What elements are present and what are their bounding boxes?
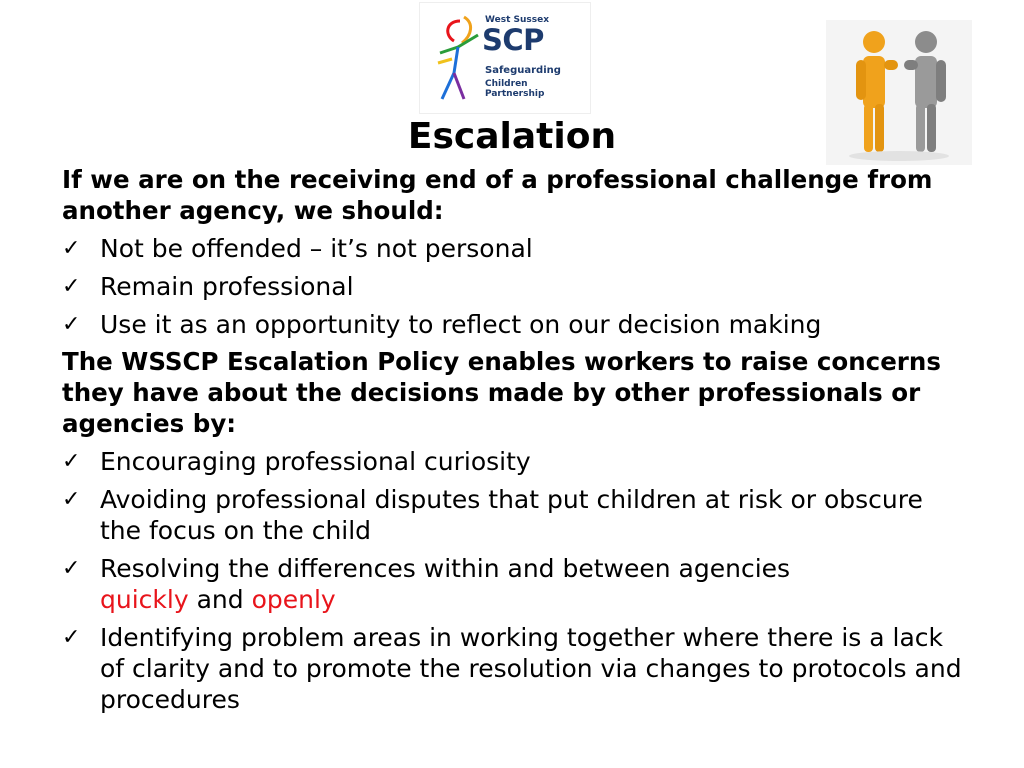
list-item: ✓ Resolving the differences within and between agencies quickly and openly	[62, 554, 791, 614]
slide-title: Escalation	[407, 116, 617, 157]
checklist-1	[62, 233, 962, 340]
list-item: ✓ Identifying problem areas in working together where there is a lack of clarity and to promote the resolution via changes to protocols and procedures	[62, 623, 962, 714]
logo-small-text: West Sussex	[485, 15, 550, 25]
logo-line1: Safeguarding	[485, 65, 561, 76]
intro-paragraph-1: If we are on the receiving end of a professional challenge from another agency, we should:	[62, 165, 933, 225]
checklist-2	[62, 446, 962, 715]
check-icon: ✓	[62, 236, 81, 261]
list-item: ✓ Encouraging professional curiosity	[62, 447, 531, 476]
logo-big-text: SCP	[482, 23, 544, 57]
highlight-openly: openly	[251, 585, 336, 614]
wsscp-logo	[419, 2, 591, 114]
intro-paragraph-2: The WSSCP Escalation Policy enables workers to raise concerns they have about the decisions made by other professionals or agencies by:	[62, 347, 941, 438]
check-icon: ✓	[62, 449, 81, 474]
logo-line2: Children Partnership	[485, 79, 545, 99]
list-item: ✓ Use it as an opportunity to reflect on our decision making	[62, 310, 822, 339]
list-item: ✓ Avoiding professional disputes that put children at risk or obscure the focus on the child	[62, 485, 923, 545]
highlight-quickly: quickly	[100, 585, 189, 614]
slide-body	[62, 164, 962, 715]
check-icon: ✓	[62, 625, 81, 650]
list-item: ✓ Not be offended – it’s not personal	[62, 234, 533, 263]
check-icon: ✓	[62, 274, 81, 299]
logo-figure-icon	[434, 13, 484, 105]
list-item: ✓ Remain professional	[62, 272, 354, 301]
check-icon: ✓	[62, 312, 81, 337]
check-icon: ✓	[62, 487, 81, 512]
check-icon: ✓	[62, 556, 81, 581]
